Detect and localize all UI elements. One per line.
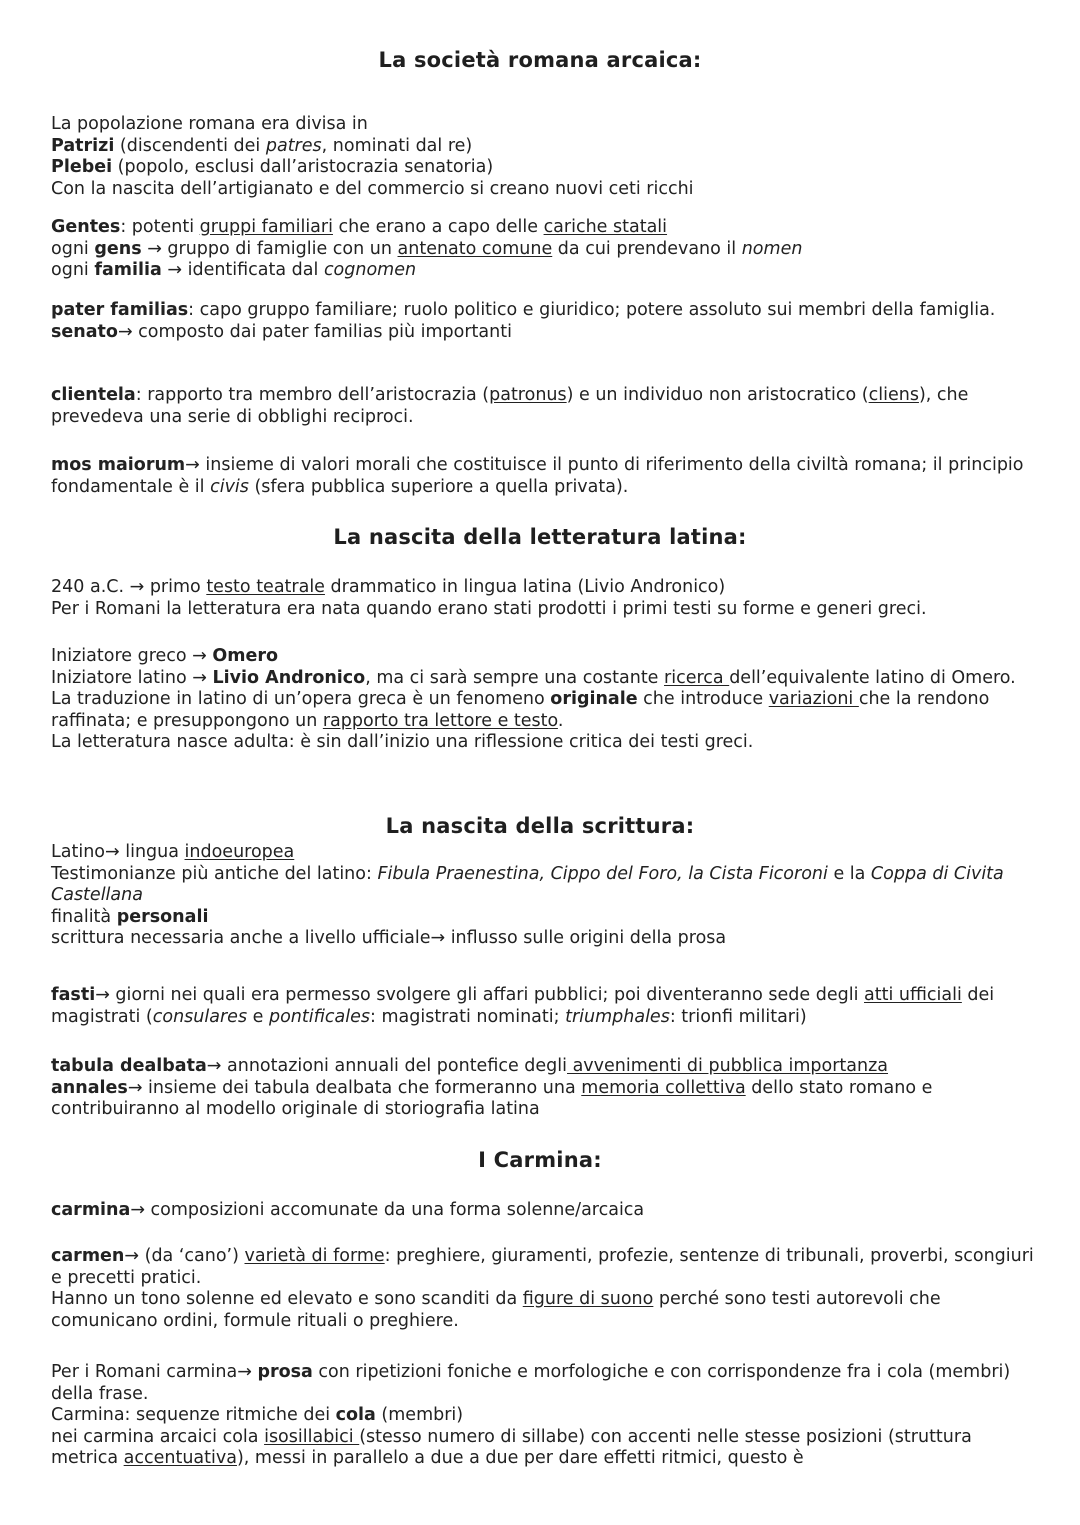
paragraph-240-ac: 240 a.C. → primo testo teatrale drammatico in lingua latina (Livio Andronico) Per i Romani la letteratura era nata quando erano stati prodotti i primi testi su forme e generi greci. [51,577,927,619]
line-intro: La popolazione romana era divisa in [51,114,368,134]
line-adulta: La letteratura nasce adulta: è sin dall’inizio una riflessione critica dei testi greci. [51,732,754,752]
paragraph-carmina-prosa: Per i Romani carmina→ prosa con ripetizioni foniche e morfologiche e con corrispondenze fra i cola (membri) della frase. Carmina: sequenze ritmiche dei cola (membri) nei carmina arcaici cola isosillabici (stesso numero di sillabe) con accenti nelle stesse posizioni (struttura metrica accentuativa), messi in parallelo a due a due per dare effetti ritmici, questo è [51,1362,1011,1468]
line-senato: senato→ composto dai pater familias più importanti [51,321,512,342]
heading-nascita-letteratura: La nascita della letteratura latina: [333,525,747,549]
line-gentes: Gentes: potenti gruppi familiari che erano a capo delle cariche statali [51,217,668,237]
paragraph-carmen: carmen→ (da ‘cano’) varietà di forme: preghiere, giuramenti, profezie, sentenze di tribunali, proverbi, scongiuri e precetti pratici. Hanno un tono solenne ed elevato e sono scanditi da figure di suono perché sono testi autorevoli che comunicano ordini, formule rituali o preghiere. [51,1246,1034,1331]
paragraph-tabula-annales: tabula dealbata→ annotazioni annuali del pontefice degli avvenimenti di pubblica importanza annales→ insieme dei tabula dealbata che formeranno una memoria collettiva dello stato romano e contribuiranno al modello originale di storiografia latina [51,1056,933,1119]
paragraph-latino: Latino→ lingua indoeuropea Testimonianze più antiche del latino: Fibula Praenestina, Cippo del Foro, la Cista Ficoroni e la Coppa di Civita Castellana finalità personali scrittura necessaria anche a livello ufficiale→ influsso sulle origini della prosa [51,842,1004,948]
line-pater: pater familias: capo gruppo familiare; ruolo politico e giuridico; potere assoluto sui membri della famiglia. [51,300,996,320]
heading-carmina: I Carmina: [478,1148,602,1172]
line-traduzione: La traduzione in latino di un’opera greca è un fenomeno originale che introduce variazioni che la rendono raffinata; e presuppongono un rapporto tra lettore e testo. [51,689,990,731]
heading-nascita-scrittura: La nascita della scrittura: [385,814,695,838]
paragraph-clientela: clientela: rapporto tra membro dell’aristocrazia (patronus) e un individuo non aristocratico (cliens), che prevedeva una serie di obblighi reciproci. [51,385,969,427]
line-plebei: Plebei (popolo, esclusi dall’aristocrazia senatoria) [51,157,494,177]
line-ceti: Con la nascita dell’artigianato e del commercio si creano nuovi ceti ricchi [51,178,694,199]
line-gens: ogni gens → gruppo di famiglie con un antenato comune da cui prendevano il nomen [51,238,803,259]
line-patrizi: Patrizi (discendenti dei patres, nominati dal re) [51,135,473,156]
paragraph-fasti: fasti→ giorni nei quali era permesso svolgere gli affari pubblici; poi diventeranno sede degli atti ufficiali dei magistrati (consulares e pontificales: magistrati nominati; triumphales: trionfi militari) [51,985,995,1027]
paragraph-carmina: carmina→ composizioni accomunate da una forma solenne/arcaica [51,1200,645,1220]
line-latino: Iniziatore latino → Livio Andronico, ma ci sarà sempre una costante ricerca dell’equivalente latino di Omero. [51,667,1016,688]
heading-societa-romana: La società romana arcaica: [378,48,702,72]
paragraph-mos-maiorum: mos maiorum→ insieme di valori morali che costituisce il punto di riferimento della civiltà romana; il principio fondamentale è il civis (sfera pubblica superiore a quella privata). [51,455,1024,497]
paragraph-pater-familias [51,300,1036,343]
line-greco: Iniziatore greco → Omero [51,646,279,666]
paragraph-iniziatori [51,646,1036,754]
paragraph-popolazione [51,114,1036,200]
line-familia: ogni familia → identificata dal cognomen [51,260,417,280]
paragraph-gentes [51,217,1036,282]
